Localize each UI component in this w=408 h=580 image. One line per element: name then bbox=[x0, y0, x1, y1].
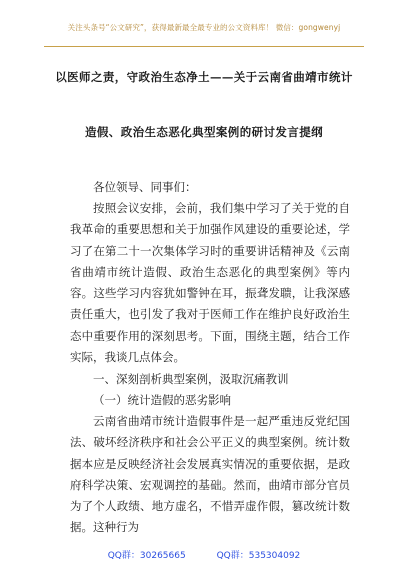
intro-paragraph: 按照会议安排，会前，我们集中学习了关于党的自我革命的重要思想和关于加强作风建设的重要论述，学习了在第二十一次集体学习时的重要讲话精神及《云南省曲靖市统计造假、政治生态恶化的典型案例》等内容。这些学习内容犹如警钟在耳，振聋发聩，让我深感责任重大，也引发了我对于医师工作在维护良好政治生态中重要作用的深刻思考。下面，围绕主题，结合工作实际，我谈几点体会。 bbox=[70, 201, 350, 365]
document-title-line-2: 造假、政治生态恶化典型案例的研讨发言提纲 bbox=[85, 125, 323, 139]
footer-qq-group-1: QQ群：30265665 bbox=[107, 551, 186, 561]
footer-qq-group-2: QQ群：535304092 bbox=[216, 551, 301, 561]
section-1-heading: 一、深刻剖析典型案例，汲取沉痛教训 bbox=[93, 372, 289, 386]
header-divider bbox=[44, 46, 364, 47]
salutation: 各位领导、同事们： bbox=[93, 180, 197, 194]
header-banner: 关注头条号“公文研究”，获得最新最全最专业的公文资料库！ 微信：gongwenyj bbox=[67, 23, 341, 32]
document-title-line-1: 以医师之责，守政治生态净土——关于云南省曲靖市统计 bbox=[55, 70, 353, 84]
body-paragraph: 云南省曲靖市统计造假事件是一起严重违反党纪国法、破坏经济秩序和社会公平正义的典型案例。统计数据本应是反映经济社会发展真实情况的重要依据，是政府科学决策、宏观调控的基础。然而，曲靖市部分官员为了个人政绩、地方虚名，不惜弄虚作假，篡改统计数据。这种行为 bbox=[70, 414, 350, 535]
subsection-1-heading: （一）统计造假的恶劣影响 bbox=[93, 393, 231, 407]
footer bbox=[0, 548, 408, 561]
